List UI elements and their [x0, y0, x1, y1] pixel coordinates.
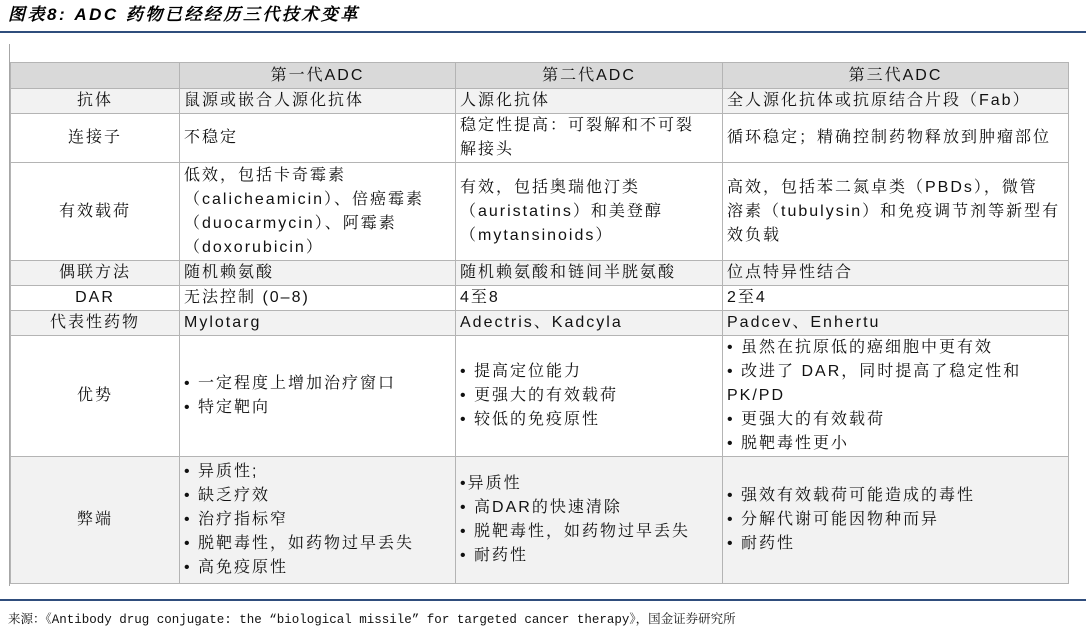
column-header-second-gen: 第二代ADC: [456, 63, 723, 89]
cell-second-gen: [456, 286, 723, 311]
cell-first-gen: [180, 261, 456, 286]
cell-second-gen: [456, 457, 723, 584]
row-label: 优势: [11, 336, 180, 457]
cell-text-line: 2至4: [727, 289, 767, 306]
row-label: 代表性药物: [11, 311, 180, 336]
adc-generations-table: [10, 62, 1069, 584]
row-label: 偶联方法: [11, 261, 180, 286]
cell-text-line: 全人源化抗体或抗原结合片段（Fab）: [727, 92, 1031, 109]
source-note: 来源：《Antibody drug conjugate: the “biological missile” for targeted cancer therapy》，国金证券研究所: [8, 613, 736, 627]
bullet-item: • 较低的免疫原性: [460, 411, 601, 428]
row-representative-drugs: [11, 311, 1069, 336]
bullet-item: • 异质性;: [184, 463, 259, 480]
bullet-item: • 耐药性: [727, 535, 796, 552]
cell-third-gen: [723, 163, 1069, 261]
bullet-item: • 更强大的有效载荷: [460, 387, 619, 404]
cell-text-line: （calicheamicin）、倍癌霉素: [184, 190, 425, 208]
title-rule: [0, 31, 1086, 33]
bullet-item: • 耐药性: [460, 547, 529, 564]
cell-third-gen: [723, 286, 1069, 311]
cell-first-gen: [180, 114, 456, 163]
cell-second-gen: [456, 261, 723, 286]
bullet-item: • 脱靶毒性，如药物过早丢失: [184, 535, 415, 552]
bullet-item: • 强效有效载荷可能造成的毒性: [727, 487, 976, 504]
cell-third-gen: [723, 89, 1069, 114]
cell-second-gen: [456, 163, 723, 261]
cell-third-gen: [723, 261, 1069, 286]
cell-first-gen: [180, 89, 456, 114]
row-linker: [11, 114, 1069, 163]
cell-first-gen: [180, 286, 456, 311]
cell-second-gen: [456, 114, 723, 163]
bullet-item: • 治疗指标窄: [184, 511, 289, 528]
cell-text-line: 稳定性提高：可裂解和不可裂: [460, 117, 695, 134]
cell-text-line: 解接头: [460, 141, 515, 158]
cell-text-line: （duocarmycin）、阿霉素: [184, 214, 397, 232]
cell-text-line: 无法控制 (0–8): [184, 289, 310, 306]
cell-first-gen: [180, 336, 456, 457]
row-label: 连接子: [11, 114, 180, 163]
bullet-item: • 缺乏疗效: [184, 487, 271, 504]
bullet-item: • 改进了 DAR，同时提高了稳定性和: [727, 363, 1022, 380]
row-conjugation-method: [11, 261, 1069, 286]
bullet-item: • 分解代谢可能因物种而异: [727, 511, 940, 528]
cell-text-line: 高效，包括苯二氮卓类（PBDs），微管: [727, 178, 1038, 196]
cell-text-line: 溶素（tubulysin）和免疫调节剂等新型有: [727, 202, 1061, 220]
cell-second-gen: [456, 89, 723, 114]
row-label: DAR: [11, 286, 180, 311]
row-label: 有效载荷: [11, 163, 180, 261]
bullet-item: • 特定靶向: [184, 399, 271, 416]
cell-text-line: 位点特异性结合: [727, 264, 854, 281]
cell-third-gen: [723, 311, 1069, 336]
row-label: 抗体: [11, 89, 180, 114]
row-dar: [11, 286, 1069, 311]
cell-text-line: 鼠源或嵌合人源化抗体: [184, 92, 365, 109]
cell-text-line: 随机赖氨酸: [184, 264, 275, 281]
row-antibody: [11, 89, 1069, 114]
cell-first-gen: [180, 311, 456, 336]
row-payload: [11, 163, 1069, 261]
bullet-item: • 虽然在抗原低的癌细胞中更有效: [727, 339, 994, 356]
row-advantages: [11, 336, 1069, 457]
cell-third-gen: [723, 114, 1069, 163]
bullet-item-continuation: PK/PD: [727, 387, 786, 404]
cell-text-line: （mytansinoids）: [460, 226, 614, 244]
cell-text-line: 不稳定: [184, 129, 239, 146]
cell-text-line: 低效，包括卡奇霉素: [184, 166, 347, 184]
bullet-item: • 脱靶毒性更小: [727, 435, 850, 452]
cell-text-line: 随机赖氨酸和链间半胱氨酸: [460, 264, 677, 281]
cell-text-line: （auristatins）和美登醇: [460, 202, 663, 220]
row-label: 弊端: [11, 457, 180, 584]
cell-text-line: 循环稳定；精确控制药物释放到肿瘤部位: [727, 129, 1052, 146]
corner-cell: [11, 63, 180, 89]
cell-first-gen: [180, 457, 456, 584]
cell-second-gen: [456, 336, 723, 457]
cell-text-line: Mylotarg: [184, 314, 262, 331]
row-disadvantages: [11, 457, 1069, 584]
source-rule: [0, 599, 1086, 601]
cell-third-gen: [723, 457, 1069, 584]
figure-title: 图表8: ADC 药物已经经历三代技术变革: [8, 5, 360, 24]
bullet-item: • 高DAR的快速清除: [460, 499, 622, 516]
cell-text-line: （doxorubicin）: [184, 238, 324, 256]
cell-third-gen: [723, 336, 1069, 457]
column-header-third-gen: 第三代ADC: [723, 63, 1069, 89]
bullet-item: • 一定程度上增加治疗窗口: [184, 375, 397, 392]
table-header-row: [11, 63, 1069, 89]
cell-second-gen: [456, 311, 723, 336]
bullet-item: •异质性: [460, 475, 522, 492]
cell-text-line: 4至8: [460, 289, 500, 306]
cell-text-line: 有效，包括奥瑞他汀类: [460, 178, 641, 196]
column-header-first-gen: 第一代ADC: [180, 63, 456, 89]
cell-text-line: 效负载: [727, 226, 782, 244]
bullet-item: • 高免疫原性: [184, 559, 289, 576]
cell-text-line: Padcev、Enhertu: [727, 314, 881, 331]
bullet-item: • 更强大的有效载荷: [727, 411, 886, 428]
cell-first-gen: [180, 163, 456, 261]
bullet-item: • 提高定位能力: [460, 363, 583, 380]
bullet-item: • 脱靶毒性，如药物过早丢失: [460, 523, 691, 540]
cell-text-line: Adectris、Kadcyla: [460, 314, 623, 331]
cell-text-line: 人源化抗体: [460, 92, 551, 109]
